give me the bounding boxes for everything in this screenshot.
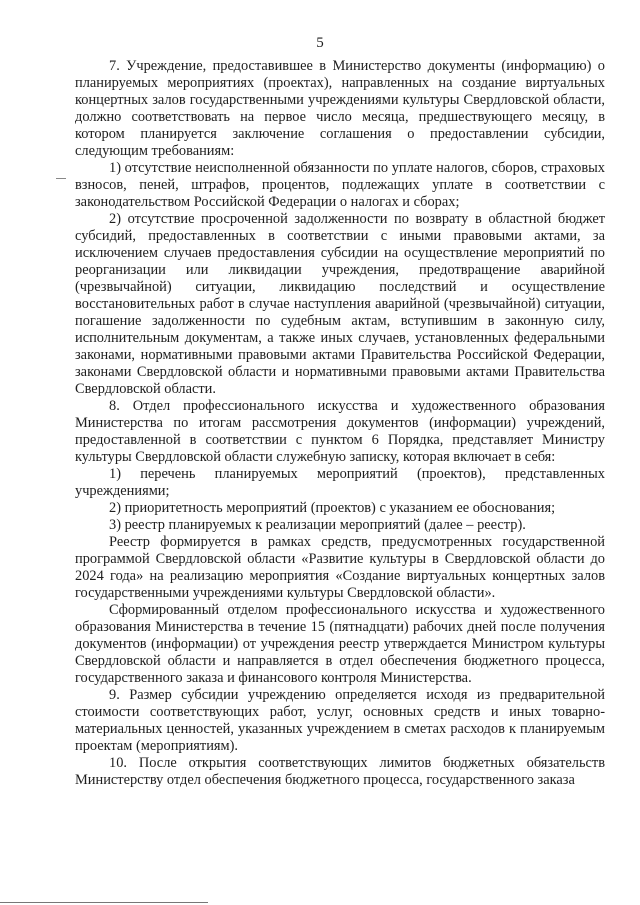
registry-approval-paragraph: Сформированный отделом профессионального искусства и художественного образования Министерства в течение 15 (пятнадцати) рабочих дней после получения документов (информации) от учреждения реестр утверждается Министром культуры Свердловской области и направляется в отдел обеспечения бюджетного процесса, государственного заказа и финансового контроля Министерства. (75, 602, 605, 686)
footnote-separator (0, 902, 208, 903)
paragraph-8-item-3: 3) реестр планируемых к реализации мероприятий (далее – реестр). (109, 517, 526, 533)
page-number: 5 (316, 35, 324, 51)
paragraph-7-item-1: 1) отсутствие неисполненной обязанности по уплате налогов, сборов, страховых взносов, пеней, штрафов, процентов, подлежащих уплате в соответствии с законодательством Российской Федерации о налогах и сборах; (75, 160, 605, 210)
paragraph-9: 9. Размер субсидии учреждению определяется исходя из предварительной стоимости соответствующих работ, услуг, основных средств и иных товарно-материальных ценностей, указанных учреждением в сметах расходов к планируемым проектам (мероприятиям). (75, 687, 605, 754)
registry-paragraph: Реестр формируется в рамках средств, предусмотренных государственной программой Свердловской области «Развитие культуры в Свердловской области до 2024 года» на реализацию мероприятия «Создание виртуальных концертных залов государственными учреждениями культуры Свердловской области». (75, 534, 605, 601)
paragraph-8-item-2: 2) приоритетность мероприятий (проектов) с указанием ее обоснования; (109, 500, 556, 516)
margin-mark (56, 178, 66, 179)
paragraph-7: 7. Учреждение, предоставившее в Министерство документы (информацию) о планируемых мероприятиях (проектах), направленных на создание виртуальных концертных залов государственными учреждениями культуры Свердловской области, должно соответствовать на первое число месяца, предшествующего месяцу, в котором планируется заключение соглашения о предоставлении субсидии, следующим требованиям: (75, 58, 605, 159)
paragraph-10: 10. После открытия соответствующих лимитов бюджетных обязательств Министерству отдел обеспечения бюджетного процесса, государственного заказа (75, 755, 605, 788)
paragraph-7-item-2: 2) отсутствие просроченной задолженности по возврату в областной бюджет субсидий, предоставленных в соответствии с иными правовыми актами, за исключением случаев предоставления субсидии на осуществление мероприятий по реорганизации или ликвидации учреждения, предотвращение аварийной (чрезвычайной) ситуации, ликвидацию последствий и осуществление восстановительных работ в случае наступления аварийной (чрезвычайной) ситуации, погашение задолженности по судебным актам, вступившим в законную силу, исполнительным документам, а также иных случаев, установленных федеральными законами, нормативными правовыми актами Правительства Российской Федерации, законами Свердловской области и нормативными правовыми актами Правительства Свердловской области. (75, 211, 605, 397)
paragraph-8: 8. Отдел профессионального искусства и художественного образования Министерства по итогам рассмотрения документов (информации) учреждений, предоставленной в соответствии с пунктом 6 Порядка, представляет Министру культуры Свердловской области служебную записку, которая включает в себя: (75, 398, 605, 465)
paragraph-8-item-1: 1) перечень планируемых мероприятий (проектов), представленных учреждениями; (75, 466, 605, 499)
document-body (75, 58, 605, 789)
